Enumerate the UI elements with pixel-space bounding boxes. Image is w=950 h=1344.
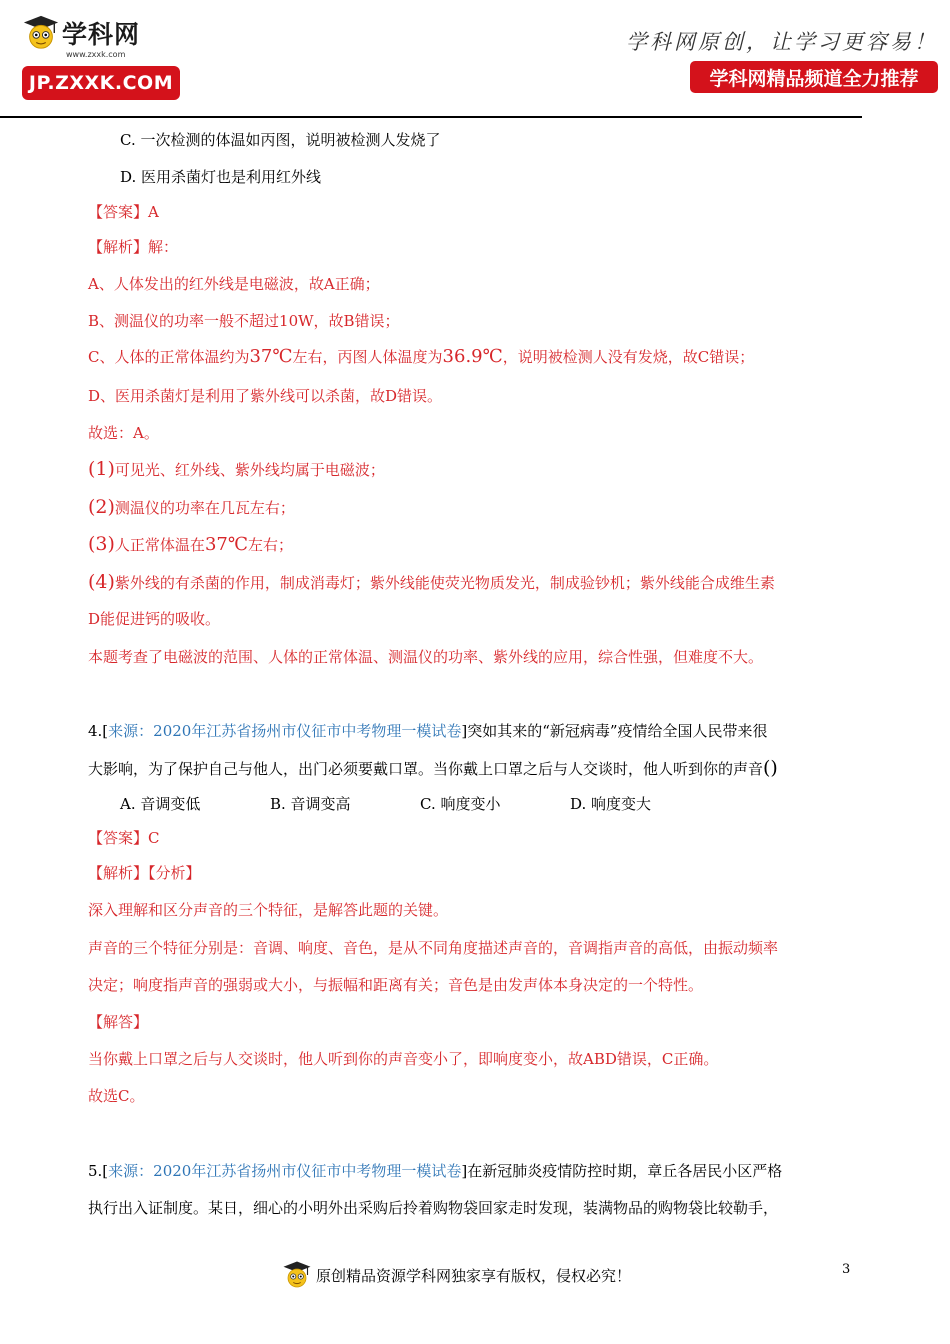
temperature-36-9: 36.9℃ <box>442 346 503 367</box>
point-text: 人正常体温在 <box>114 536 205 554</box>
q3-point-4-cont: D能促进钙的吸收。 <box>88 610 221 628</box>
q4-stem-line1 <box>88 720 768 742</box>
q3-summary: 本题考查了电磁波的范围、人体的正常体温、测温仪的功率、紫外线的应用，综合性强，但难度不大。 <box>88 648 764 666</box>
answer-value: A <box>148 203 159 221</box>
point-text: 测温仪的功率在几瓦左右； <box>114 499 295 517</box>
answer-value: C <box>148 829 160 847</box>
q4-stem: ]突如其来的“新冠病毒”疫情给全国人民带来很 <box>461 722 768 740</box>
q4-analysis-label: 【解析】【分析】 <box>88 864 201 882</box>
q3-point-1 <box>88 458 385 481</box>
point-text: 可见光、红外线、紫外线均属于电磁波； <box>114 461 385 479</box>
page-number: 3 <box>842 1262 851 1277</box>
answer-label: 【答案】 <box>88 203 149 221</box>
q3-analysis-a: A、人体发出的红外线是电磁波，故A正确； <box>88 275 380 293</box>
answer-label: 【答案】 <box>88 829 149 847</box>
q5-stem-line1 <box>88 1160 782 1182</box>
q3-c-pre: C、人体的正常体温约为 <box>88 348 250 366</box>
q4-solve-label: 【解答】 <box>88 1013 149 1031</box>
q3-analysis-d: D、医用杀菌灯是利用了紫外线可以杀菌，故D错误。 <box>88 387 443 405</box>
q4-stem: 大影响，为了保护自己与他人，出门必须要戴口罩。当你戴上口罩之后与人交谈时，他人听到你的声音 <box>88 760 764 778</box>
q3-answer <box>88 201 159 223</box>
q3-choose: 故选：A。 <box>88 424 159 442</box>
q5-stem: ]在新冠肺炎疫情防控时期，章丘各居民小区严格 <box>461 1162 783 1180</box>
footer-copyright: 原创精品资源学科网独家享有版权，侵权必究！ <box>316 1266 632 1285</box>
mascot-icon <box>282 1260 312 1290</box>
q4-choice-b: B. 音调变高 <box>270 795 351 813</box>
q5-source-link[interactable]: 来源：2020年江苏省扬州市仪征市中考物理一模试卷 <box>108 1162 462 1180</box>
mascot-icon <box>22 14 60 52</box>
footer <box>282 1260 631 1290</box>
q3-option-c: C. 一次检测的体温如丙图，说明被检测人发烧了 <box>120 131 441 149</box>
q5-number: 5.[ <box>88 1162 109 1180</box>
q4-choose: 故选C。 <box>88 1087 145 1105</box>
header-divider <box>0 116 862 118</box>
q4-source-link[interactable]: 来源：2020年江苏省扬州市仪征市中考物理一模试卷 <box>108 722 462 740</box>
q5-stem-line2: 执行出入证制度。某日，细心的小明外出采购后拎着购物袋回家走时发现，装满物品的购物袋比较勒手， <box>88 1199 779 1217</box>
temperature-37: 37℃ <box>249 346 293 367</box>
q3-c-mid: 左右，丙图人体温度为 <box>292 348 443 366</box>
site-logo[interactable] <box>22 14 192 104</box>
q4-analysis-2: 声音的三个特征分别是：音调、响度、音色，是从不同角度描述声音的，音调指声音的高低，由振动频率 <box>88 939 779 957</box>
temperature-37: 37℃ <box>204 534 248 555</box>
header-slogan: 学科网原创，让学习更容易！ <box>626 30 938 54</box>
point-text: 紫外线的有杀菌的作用，制成消毒灯；紫外线能使荧光物质发光，制成验钞机；紫外线能合成维生素 <box>114 574 775 592</box>
header-banner[interactable]: 学科网精品频道全力推荐 <box>690 61 938 93</box>
q4-choices <box>120 793 651 815</box>
q3-option-d: D. 医用杀菌灯也是利用红外线 <box>120 168 322 186</box>
q3-point-3 <box>88 533 293 556</box>
q3-analysis-c <box>88 346 754 368</box>
q3-analysis-label: 【解析】解： <box>88 238 179 256</box>
q4-analysis-1: 深入理解和区分声音的三个特征，是解答此题的关键。 <box>88 901 449 919</box>
q4-number: 4.[ <box>88 722 109 740</box>
q4-choice-a: A. 音调变低 <box>120 795 201 813</box>
q4-analysis-3: 决定；响度指声音的强弱或大小，与振幅和距离有关；音色是由发声体本身决定的一个特性。 <box>88 976 704 994</box>
q4-choice-c: C. 响度变小 <box>420 795 501 813</box>
q4-choice-d: D. 响度变大 <box>570 795 652 813</box>
logo-small-url: www.zxxk.com <box>66 50 126 59</box>
point-number: (3) <box>88 533 115 555</box>
point-text: 左右； <box>247 536 293 554</box>
q3-point-2 <box>88 496 295 519</box>
answer-paren: () <box>763 757 778 779</box>
q3-analysis-b: B、测温仪的功率一般不超过10W，故B错误； <box>88 312 400 330</box>
point-number: (2) <box>88 496 115 518</box>
q4-solve-text: 当你戴上口罩之后与人交谈时，他人听到你的声音变小了，即响度变小，故ABD错误，C正确。 <box>88 1050 719 1068</box>
q4-stem-line2 <box>88 757 778 780</box>
q3-point-4 <box>88 571 775 594</box>
point-number: (1) <box>88 458 115 480</box>
point-number: (4) <box>88 571 115 593</box>
logo-banner[interactable]: JP.ZXXK.COM <box>22 66 180 100</box>
logo-name: 学科网 <box>62 20 141 49</box>
q4-answer <box>88 827 160 849</box>
q3-c-post: ，说明被检测人没有发烧，故C错误； <box>502 348 755 366</box>
